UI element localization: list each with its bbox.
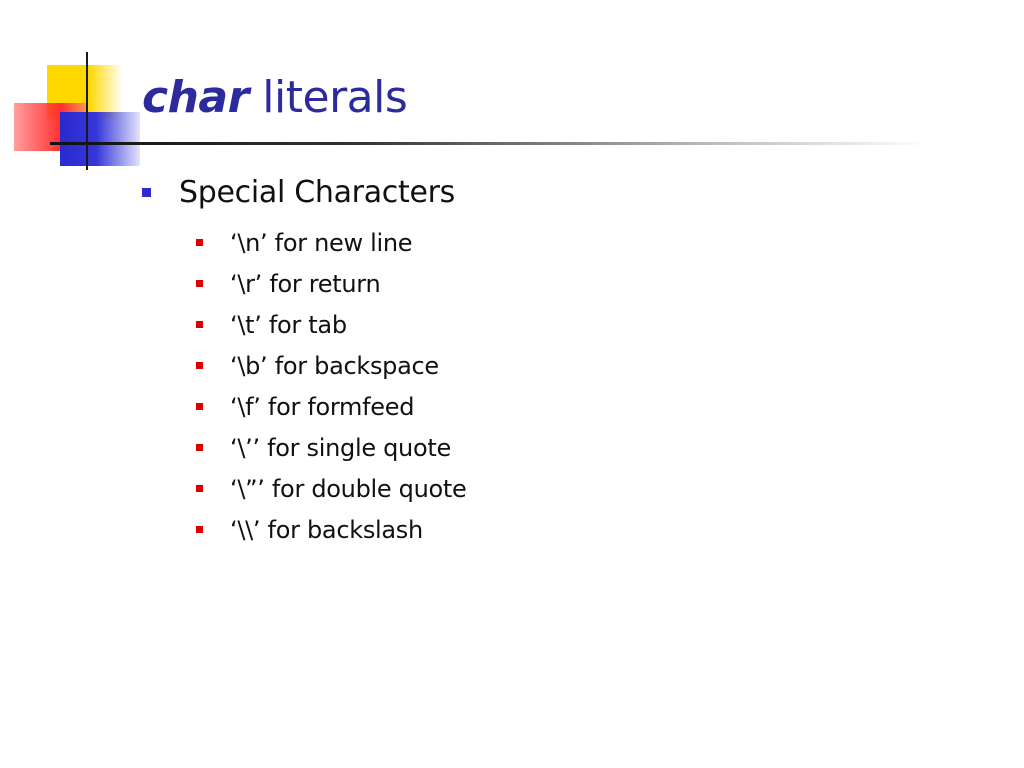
title-keyword: char xyxy=(142,72,249,123)
list-item xyxy=(196,468,466,509)
bullet-square-icon xyxy=(196,321,203,328)
list-item xyxy=(196,304,466,345)
bullet-label: Special Characters xyxy=(179,175,455,210)
bullet-square-icon xyxy=(142,188,151,197)
list-item-text: ‘\r’ for return xyxy=(230,269,381,298)
bullet-square-icon xyxy=(196,444,203,451)
list-item xyxy=(196,427,466,468)
list-item xyxy=(196,386,466,427)
list-item-text: ‘\\’ for backslash xyxy=(230,515,423,544)
corner-logo-graphic xyxy=(0,0,150,180)
bullet-square-icon xyxy=(196,485,203,492)
list-item-text: ‘\n’ for new line xyxy=(230,228,413,257)
list-item-text: ‘\t’ for tab xyxy=(230,310,347,339)
logo-blue-square xyxy=(60,112,140,166)
bullet-square-icon xyxy=(196,526,203,533)
slide-title xyxy=(142,72,407,123)
logo-vertical-line xyxy=(86,52,88,170)
bullet-square-icon xyxy=(196,362,203,369)
bullet-special-characters xyxy=(142,175,455,210)
list-item xyxy=(196,509,466,550)
bullet-square-icon xyxy=(196,403,203,410)
special-characters-list xyxy=(196,222,466,550)
title-underline xyxy=(50,142,930,145)
list-item-text: ‘\’’ for single quote xyxy=(230,433,451,462)
list-item xyxy=(196,222,466,263)
list-item-text: ‘\b’ for backspace xyxy=(230,351,439,380)
bullet-square-icon xyxy=(196,280,203,287)
list-item xyxy=(196,263,466,304)
list-item-text: ‘\f’ for formfeed xyxy=(230,392,415,421)
list-item-text: ‘\”’ for double quote xyxy=(230,474,467,503)
list-item xyxy=(196,345,466,386)
title-rest: literals xyxy=(262,72,408,123)
bullet-square-icon xyxy=(196,239,203,246)
